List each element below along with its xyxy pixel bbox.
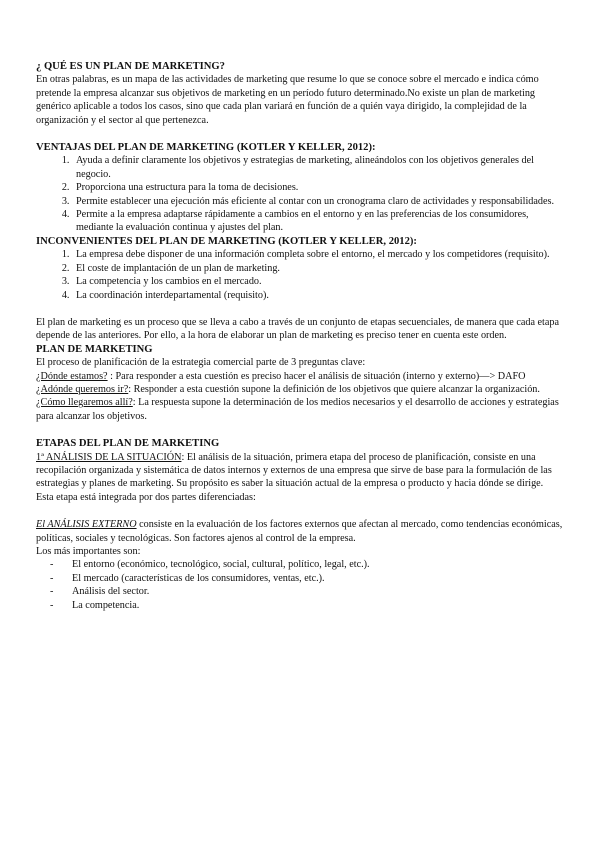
spacer: [36, 127, 564, 141]
heading-plan: PLAN DE MARKETING: [36, 343, 153, 355]
paragraph-analisis-externo: [36, 518, 564, 545]
externo-text: consiste en la evaluación de los factores externos que afectan al mercado, como tendencias económicas, políticas, sociales y tecnológicas. Son factores ajenos al control de la empresa.: [36, 519, 563, 544]
list-item: 1. La empresa debe disponer de una información completa sobre el entorno, el mercado y los competidores (requisito).: [72, 248, 564, 261]
externo-label: El ANÁLISIS EXTERNO: [36, 519, 137, 531]
document-page: [36, 60, 564, 612]
question-adonde-queremos-ir: [36, 383, 564, 396]
list-ventajas: [36, 154, 564, 234]
paragraph-importantes: Los más importantes son:: [36, 546, 141, 557]
list-factores: [36, 558, 564, 612]
list-inconvenientes: [36, 248, 564, 302]
paragraph-preguntas-intro: El proceso de planificación de la estrategia comercial parte de 3 preguntas clave:: [36, 357, 366, 369]
heading-etapas: ETAPAS DEL PLAN DE MARKETING: [36, 438, 220, 450]
spacer: [36, 504, 564, 518]
heading-ventajas: VENTAJAS DEL PLAN DE MARKETING (KOTLER Y KELLER, 2012):: [36, 142, 376, 154]
paragraph-definicion: En otras palabras, es un mapa de las actividades de marketing que resume lo que se conoce sobre el mercado e indica cómo pretende la empresa alcanzar sus objetivos de marketing en un período futuro determinado.No existe un plan de marketing genérico aplicable a todos los casos, sino que cada plan variará en función de a quién vaya dirigido, la complejidad de la organización y el sector al que pertenezca.: [36, 74, 539, 126]
question-answer: : La respuesta supone la determinación de los medios necesarios y el desarrollo de acciones y estrategias para alcanzar los objetivos.: [36, 397, 559, 422]
heading-inconvenientes: INCONVENIENTES DEL PLAN DE MARKETING (KOTLER Y KELLER, 2012):: [36, 235, 417, 247]
list-item: 4. Permite a la empresa adaptarse rápidamente a cambios en el entorno y en las preferencias de los consumidores, mediante la evaluación continua y ajustes del plan.: [72, 208, 564, 235]
list-item: - El entorno (económico, tecnológico, social, cultural, político, legal, etc.).: [36, 558, 564, 571]
list-item: 2. Proporciona una estructura para la toma de decisiones.: [72, 181, 564, 194]
paragraph-dos-partes: Esta etapa está integrada por dos partes diferenciadas:: [36, 491, 256, 503]
list-item: - Análisis del sector.: [36, 585, 564, 598]
paragraph-proceso: El plan de marketing es un proceso que se lleva a cabo a través de un conjunto de etapas secuenciales, de manera que cada etapa depende de las anteriores. Por ello, a la hora de elaborar un plan de marketing es preciso tener en cuenta este orden.: [36, 316, 560, 342]
list-item: 3. La competencia y los cambios en el mercado.: [72, 275, 564, 288]
list-item: 3. Permite establecer una ejecución más eficiente al contar con un cronograma claro de actividades y responsabilidades.: [72, 195, 564, 208]
step-text: : El análisis de la situación, primera etapa del proceso de planificación, consiste en una recopilación organizada y sistemática de datos internos y externos de una empresa que sirve de base para la formulación de las estrategias y planes de marketing. Su propósito es saber la situación actual de la empresa o producto y hacia dónde se dirige.: [36, 451, 552, 490]
paragraph-analisis-situacion: [36, 451, 564, 491]
question-donde-estamos: [36, 370, 564, 383]
spacer: [36, 302, 564, 316]
question-label: ¿Dónde estamos?: [36, 370, 108, 382]
question-answer: : Para responder a esta cuestión es preciso hacer el análisis de situación (interno y externo)—> DAFO: [107, 370, 526, 382]
step-label: 1ª ANÁLISIS DE LA SITUACIÓN: [36, 451, 182, 463]
list-item: - El mercado (características de los consumidores, ventas, etc.).: [36, 572, 564, 585]
heading-que-es: ¿ QUÉ ES UN PLAN DE MARKETING?: [36, 61, 225, 72]
list-item: 4. La coordinación interdepartamental (requisito).: [72, 289, 564, 302]
question-como-llegaremos: [36, 396, 564, 423]
spacer: [36, 423, 564, 437]
question-label: ¿Cómo llegaremos allí?: [36, 397, 133, 409]
list-item: 1. Ayuda a definir claramente los objetivos y estrategias de marketing, alineándolos con los objetivos generales del negocio.: [72, 154, 564, 181]
list-item: - La competencia.: [36, 599, 564, 612]
question-label: ¿Adónde queremos ir?: [36, 383, 129, 395]
list-item: 2. El coste de implantación de un plan de marketing.: [72, 262, 564, 275]
question-answer: : Responder a esta cuestión supone la definición de los objetivos que quiere alcanzar la organización.: [128, 383, 540, 395]
